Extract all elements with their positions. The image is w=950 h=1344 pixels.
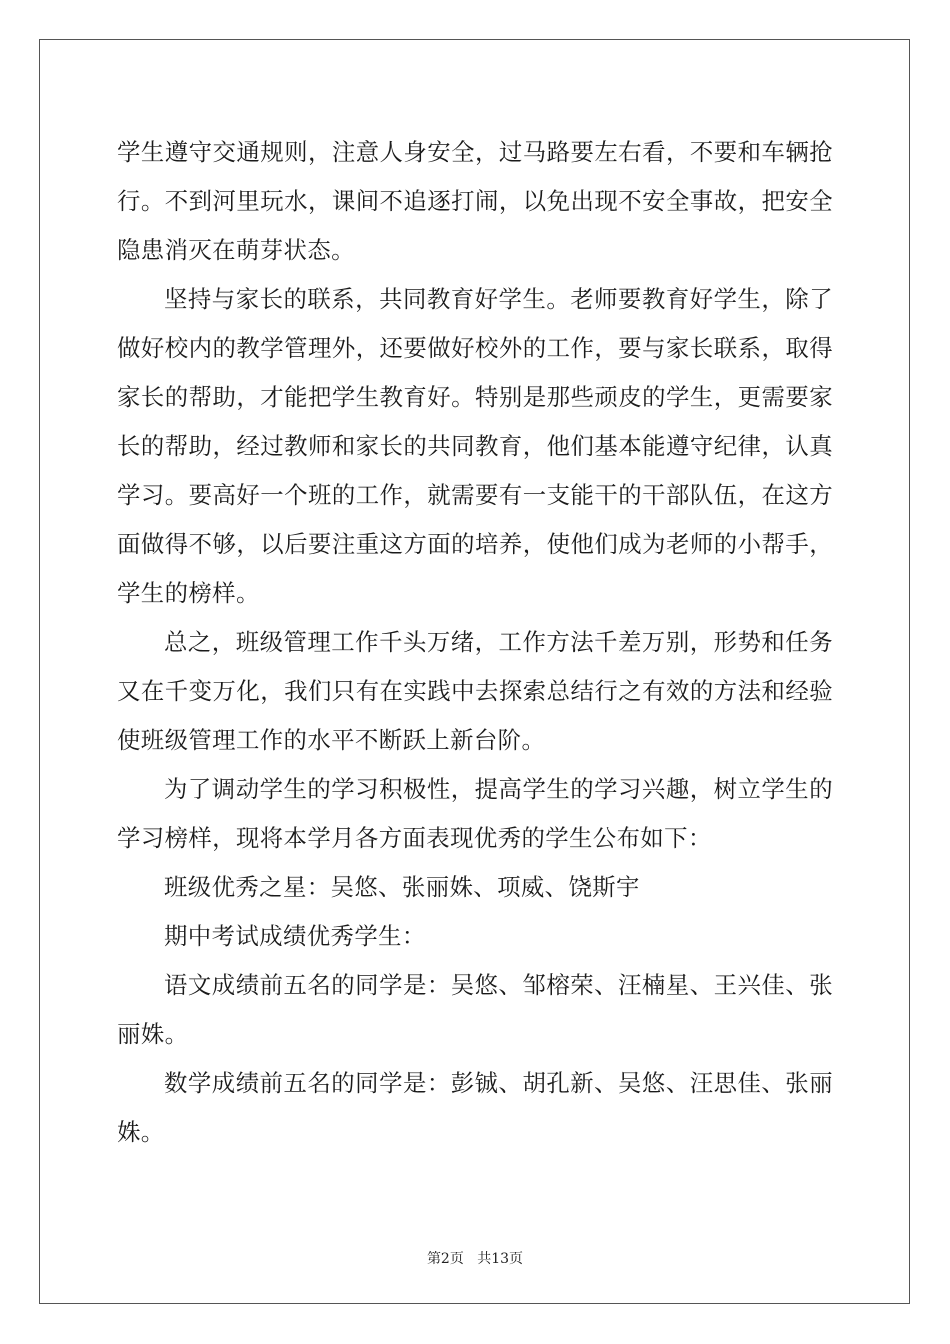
page-number: 第2页 bbox=[426, 1251, 464, 1267]
paragraph: 为了调动学生的学习积极性，提高学生的学习兴趣，树立学生的学习榜样，现将本学月各方面表现优秀的学生公布如下： bbox=[117, 775, 833, 852]
paragraph: 数学成绩前五名的同学是：彭铖、胡孔新、吴悠、汪思佳、张丽姝。 bbox=[117, 1069, 833, 1146]
paragraph: 坚持与家长的联系，共同教育好学生。老师要教育好学生，除了做好校内的教学管理外，还要做好校外的工作，要与家长联系，取得家长的帮助，才能把学生教育好。特别是那些顽皮的学生，更需要家长的帮助，经过教师和家长的共同教育，他们基本能遵守纪律，认真学习。要高好一个班的工作，就需要有一支能干的干部队伍，在这方面做得不够，以后要注重这方面的培养，使他们成为老师的小帮手，学生的榜样。 bbox=[117, 285, 833, 607]
paragraph: 学生遵守交通规则，注意人身安全，过马路要左右看，不要和车辆抢行。不到河里玩水，课间不追逐打闹，以免出现不安全事故，把安全隐患消灭在萌芽状态。 bbox=[117, 138, 833, 264]
paragraph: 班级优秀之星：吴悠、张丽姝、项威、饶斯宇 bbox=[164, 873, 640, 901]
paragraph: 总之，班级管理工作千头万绪，工作方法千差万别，形势和任务又在千变万化，我们只有在实践中去探索总结行之有效的方法和经验使班级管理工作的水平不断跃上新台阶。 bbox=[117, 628, 833, 754]
paragraph: 语文成绩前五名的同学是：吴悠、邹榕荣、汪楠星、王兴佳、张丽姝。 bbox=[117, 971, 833, 1048]
page-total: 共13页 bbox=[477, 1251, 524, 1267]
paragraph: 期中考试成绩优秀学生： bbox=[164, 922, 426, 950]
document-body bbox=[117, 128, 833, 1157]
page-footer bbox=[0, 1248, 950, 1268]
